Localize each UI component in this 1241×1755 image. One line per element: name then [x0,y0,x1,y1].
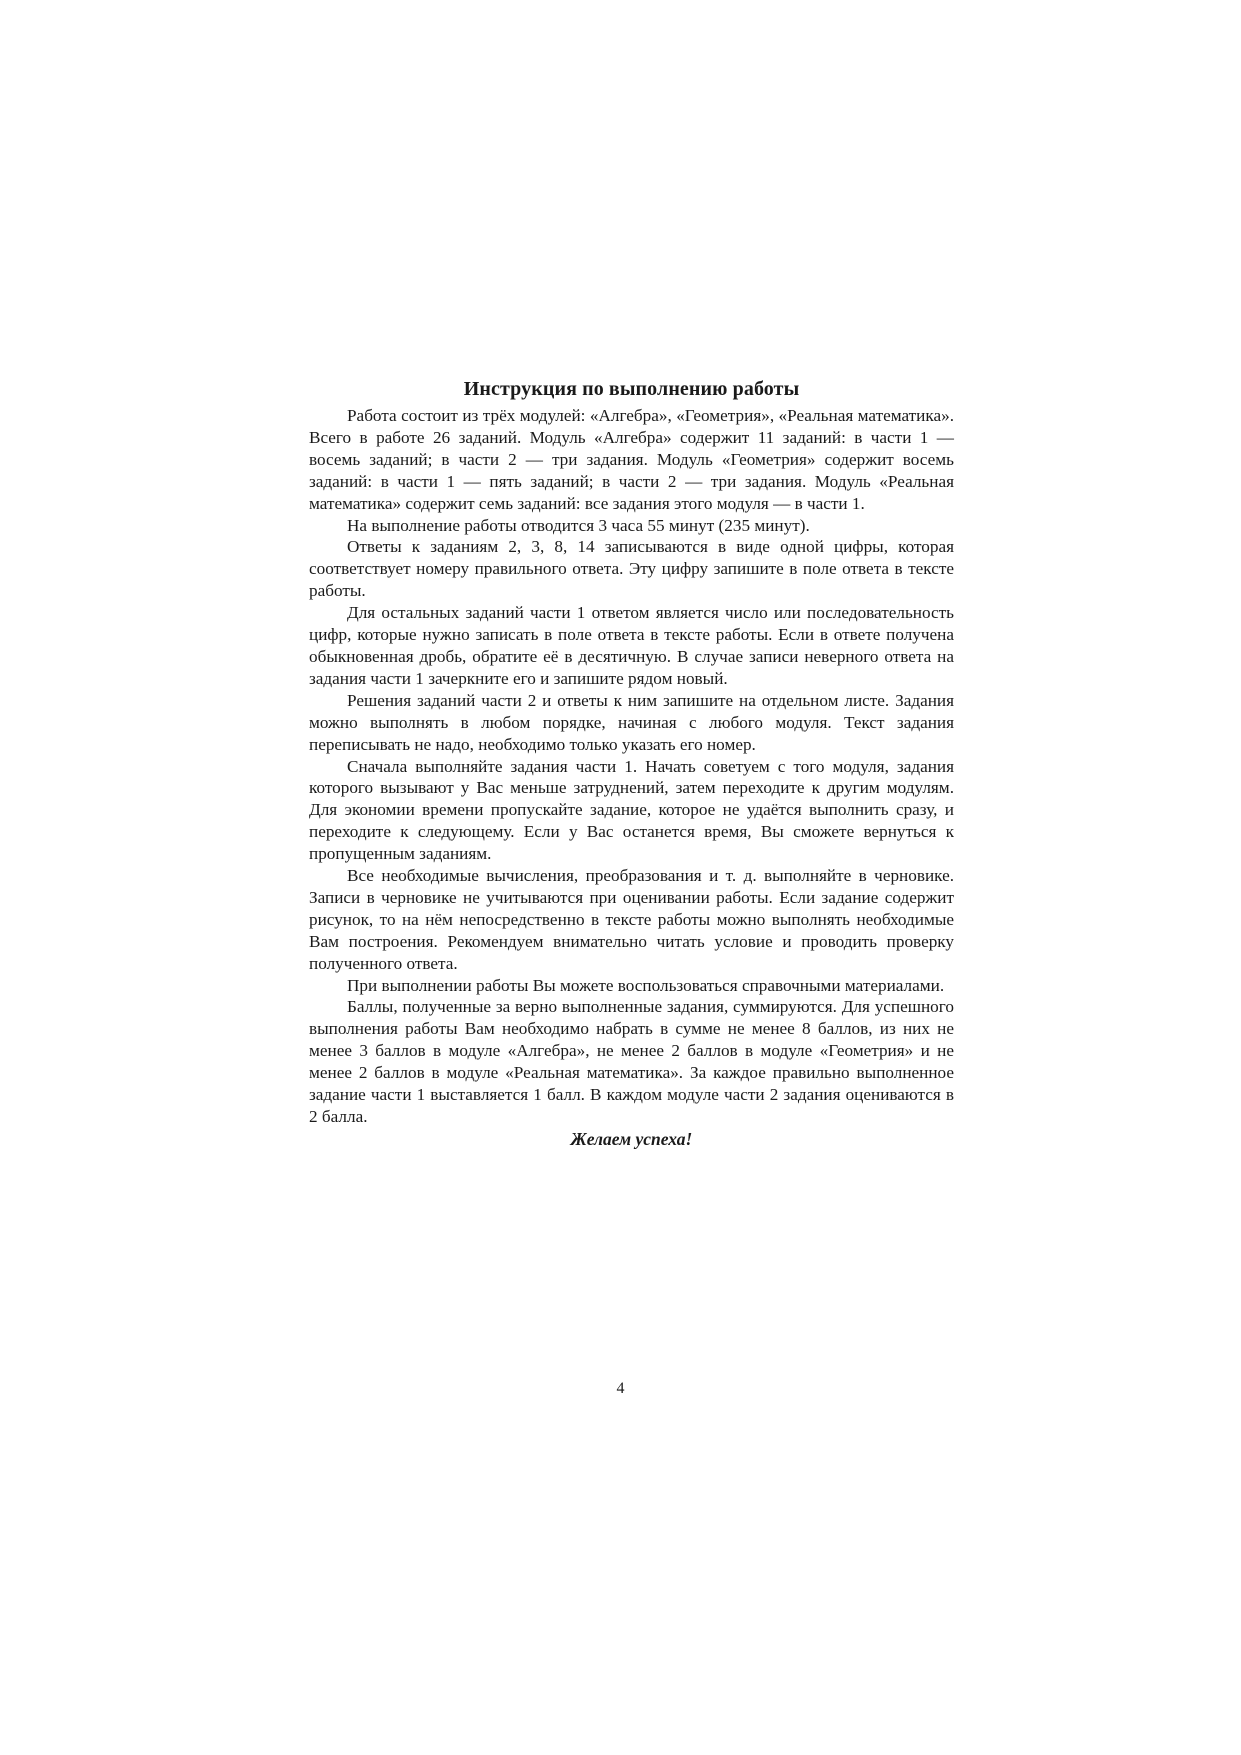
paragraph-other-answers: Для остальных заданий части 1 ответом является число или последовательность цифр, которые нужно записать в поле ответа в тексте работы. Если в ответе получена обыкновенная дробь, обратите её в десятичную. В случае записи неверного ответа на задания части 1 зачеркните его и запишите рядом новый. [309,603,954,688]
paragraph-modules: Работа состоит из трёх модулей: «Алгебра», «Геометрия», «Реальная математика». Всего в работе 26 заданий. Модуль «Алгебра» содержит 11 заданий: в части 1 — восемь заданий; в части 2 — три задания. Модуль «Геометрия» содержит восемь заданий: в части 1 — пять заданий; в части 2 — три задания. Модуль «Реальная математика» содержит семь заданий: все задания этого модуля — в части 1. [309,406,954,513]
paragraph-order-advice: Сначала выполняйте задания части 1. Начать советуем с того модуля, задания которого вызывают у Вас меньше затруднений, затем переходите к другим модулям. Для экономии времени пропускайте задание, которое не удаётся выполнить сразу, и переходите к следующему. Если у Вас останется время, Вы сможете вернуться к пропущенным заданиям. [309,756,954,864]
paragraph-reference: При выполнении работы Вы можете воспользоваться справочными материалами. [347,975,945,995]
paragraph-scoring: Баллы, полученные за верно выполненные задания, суммируются. Для успешного выполнения работы Вам необходимо набрать в сумме не менее 8 баллов, из них не менее 3 баллов в модуле «Алгебра», не менее 2 баллов в модуле «Геометрия» и не менее 2 баллов в модуле «Реальная математика». За каждое правильно выполненное задание части 1 выставляется 1 балл. В каждом модуле части 2 задания оцениваются в 2 балла. [309,997,954,1126]
page-title: Инструкция по выполнению работы [463,378,800,400]
paragraph-draft: Все необходимые вычисления, преобразования и т. д. выполняйте в черновике. Записи в черновике не учитываются при оценивании работы. Если задание содержит рисунок, то на нём непосредственно в тексте работы можно выполнять необходимые Вам построения. Рекомендуем внимательно читать условие и проводить проверку полученного ответа. [309,866,954,973]
page-number: 4 [616,1380,625,1397]
closing-wish: Желаем успеха! [570,1128,693,1149]
paragraph-single-digit-answers: Ответы к заданиям 2, 3, 8, 14 записываются в виде одной цифры, которая соответствует номеру правильного ответа. Эту цифру запишите в поле ответа в тексте работы. [309,537,954,601]
instructions-block [309,376,954,1150]
paragraph-part-two: Решения заданий части 2 и ответы к ним запишите на отдельном листе. Задания можно выполнять в любом порядке, начиная с любого модуля. Текст задания переписывать не надо, необходимо только указать его номер. [309,690,954,754]
paragraph-time: На выполнение работы отводится 3 часа 55 минут (235 минут). [347,515,810,535]
